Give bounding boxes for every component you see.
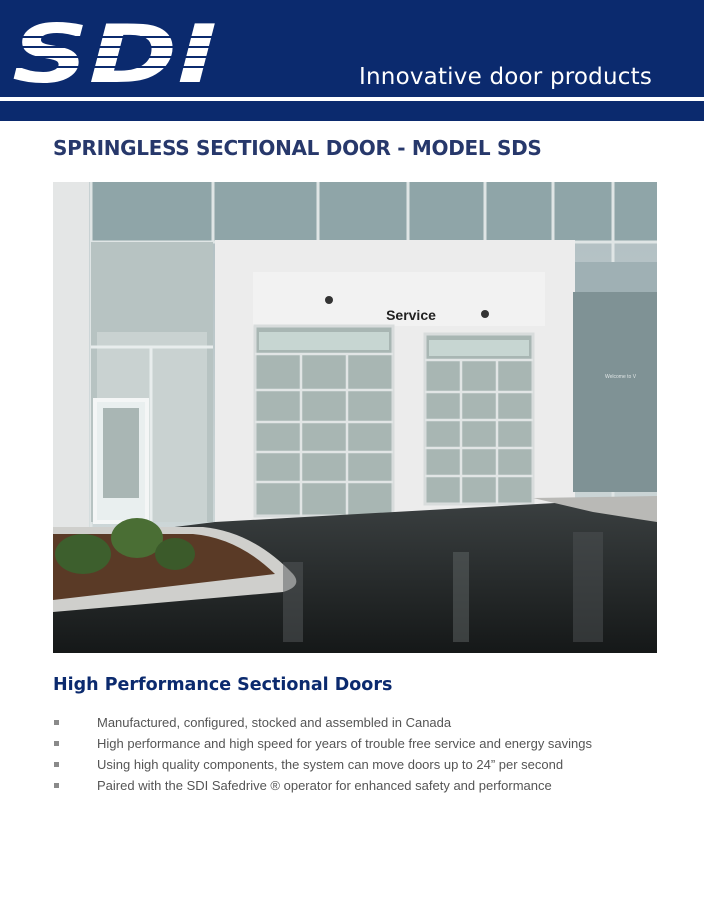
- header-divider: [0, 97, 704, 101]
- sdi-logo: [12, 16, 222, 88]
- page-title: SPRINGLESS SECTIONAL DOOR - MODEL SDS: [53, 136, 542, 160]
- service-sign: Service: [386, 307, 436, 323]
- list-item-text: Paired with the SDI Safedrive ® operator for enhanced safety and performance: [97, 778, 552, 793]
- list-item-text: High performance and high speed for years of trouble free service and energy savings: [97, 736, 593, 751]
- storefront-photo: [53, 182, 657, 653]
- header-banner: [0, 0, 704, 121]
- bullet-icon: [54, 741, 59, 746]
- feature-list: [53, 712, 673, 796]
- list-item: [53, 712, 673, 733]
- bullet-icon: [54, 783, 59, 788]
- list-item-text: Using high quality components, the system can move doors up to 24” per second: [97, 757, 564, 772]
- list-item: [53, 775, 673, 796]
- tagline: Innovative door products: [359, 64, 652, 90]
- bullet-icon: [54, 720, 59, 725]
- list-item: [53, 733, 673, 754]
- list-item-text: Manufactured, configured, stocked and assembled in Canada: [97, 715, 452, 730]
- window-lettering: Welcome to V: [605, 374, 637, 380]
- bullet-icon: [54, 762, 59, 767]
- section-heading: High Performance Sectional Doors: [53, 675, 393, 695]
- list-item: [53, 754, 673, 775]
